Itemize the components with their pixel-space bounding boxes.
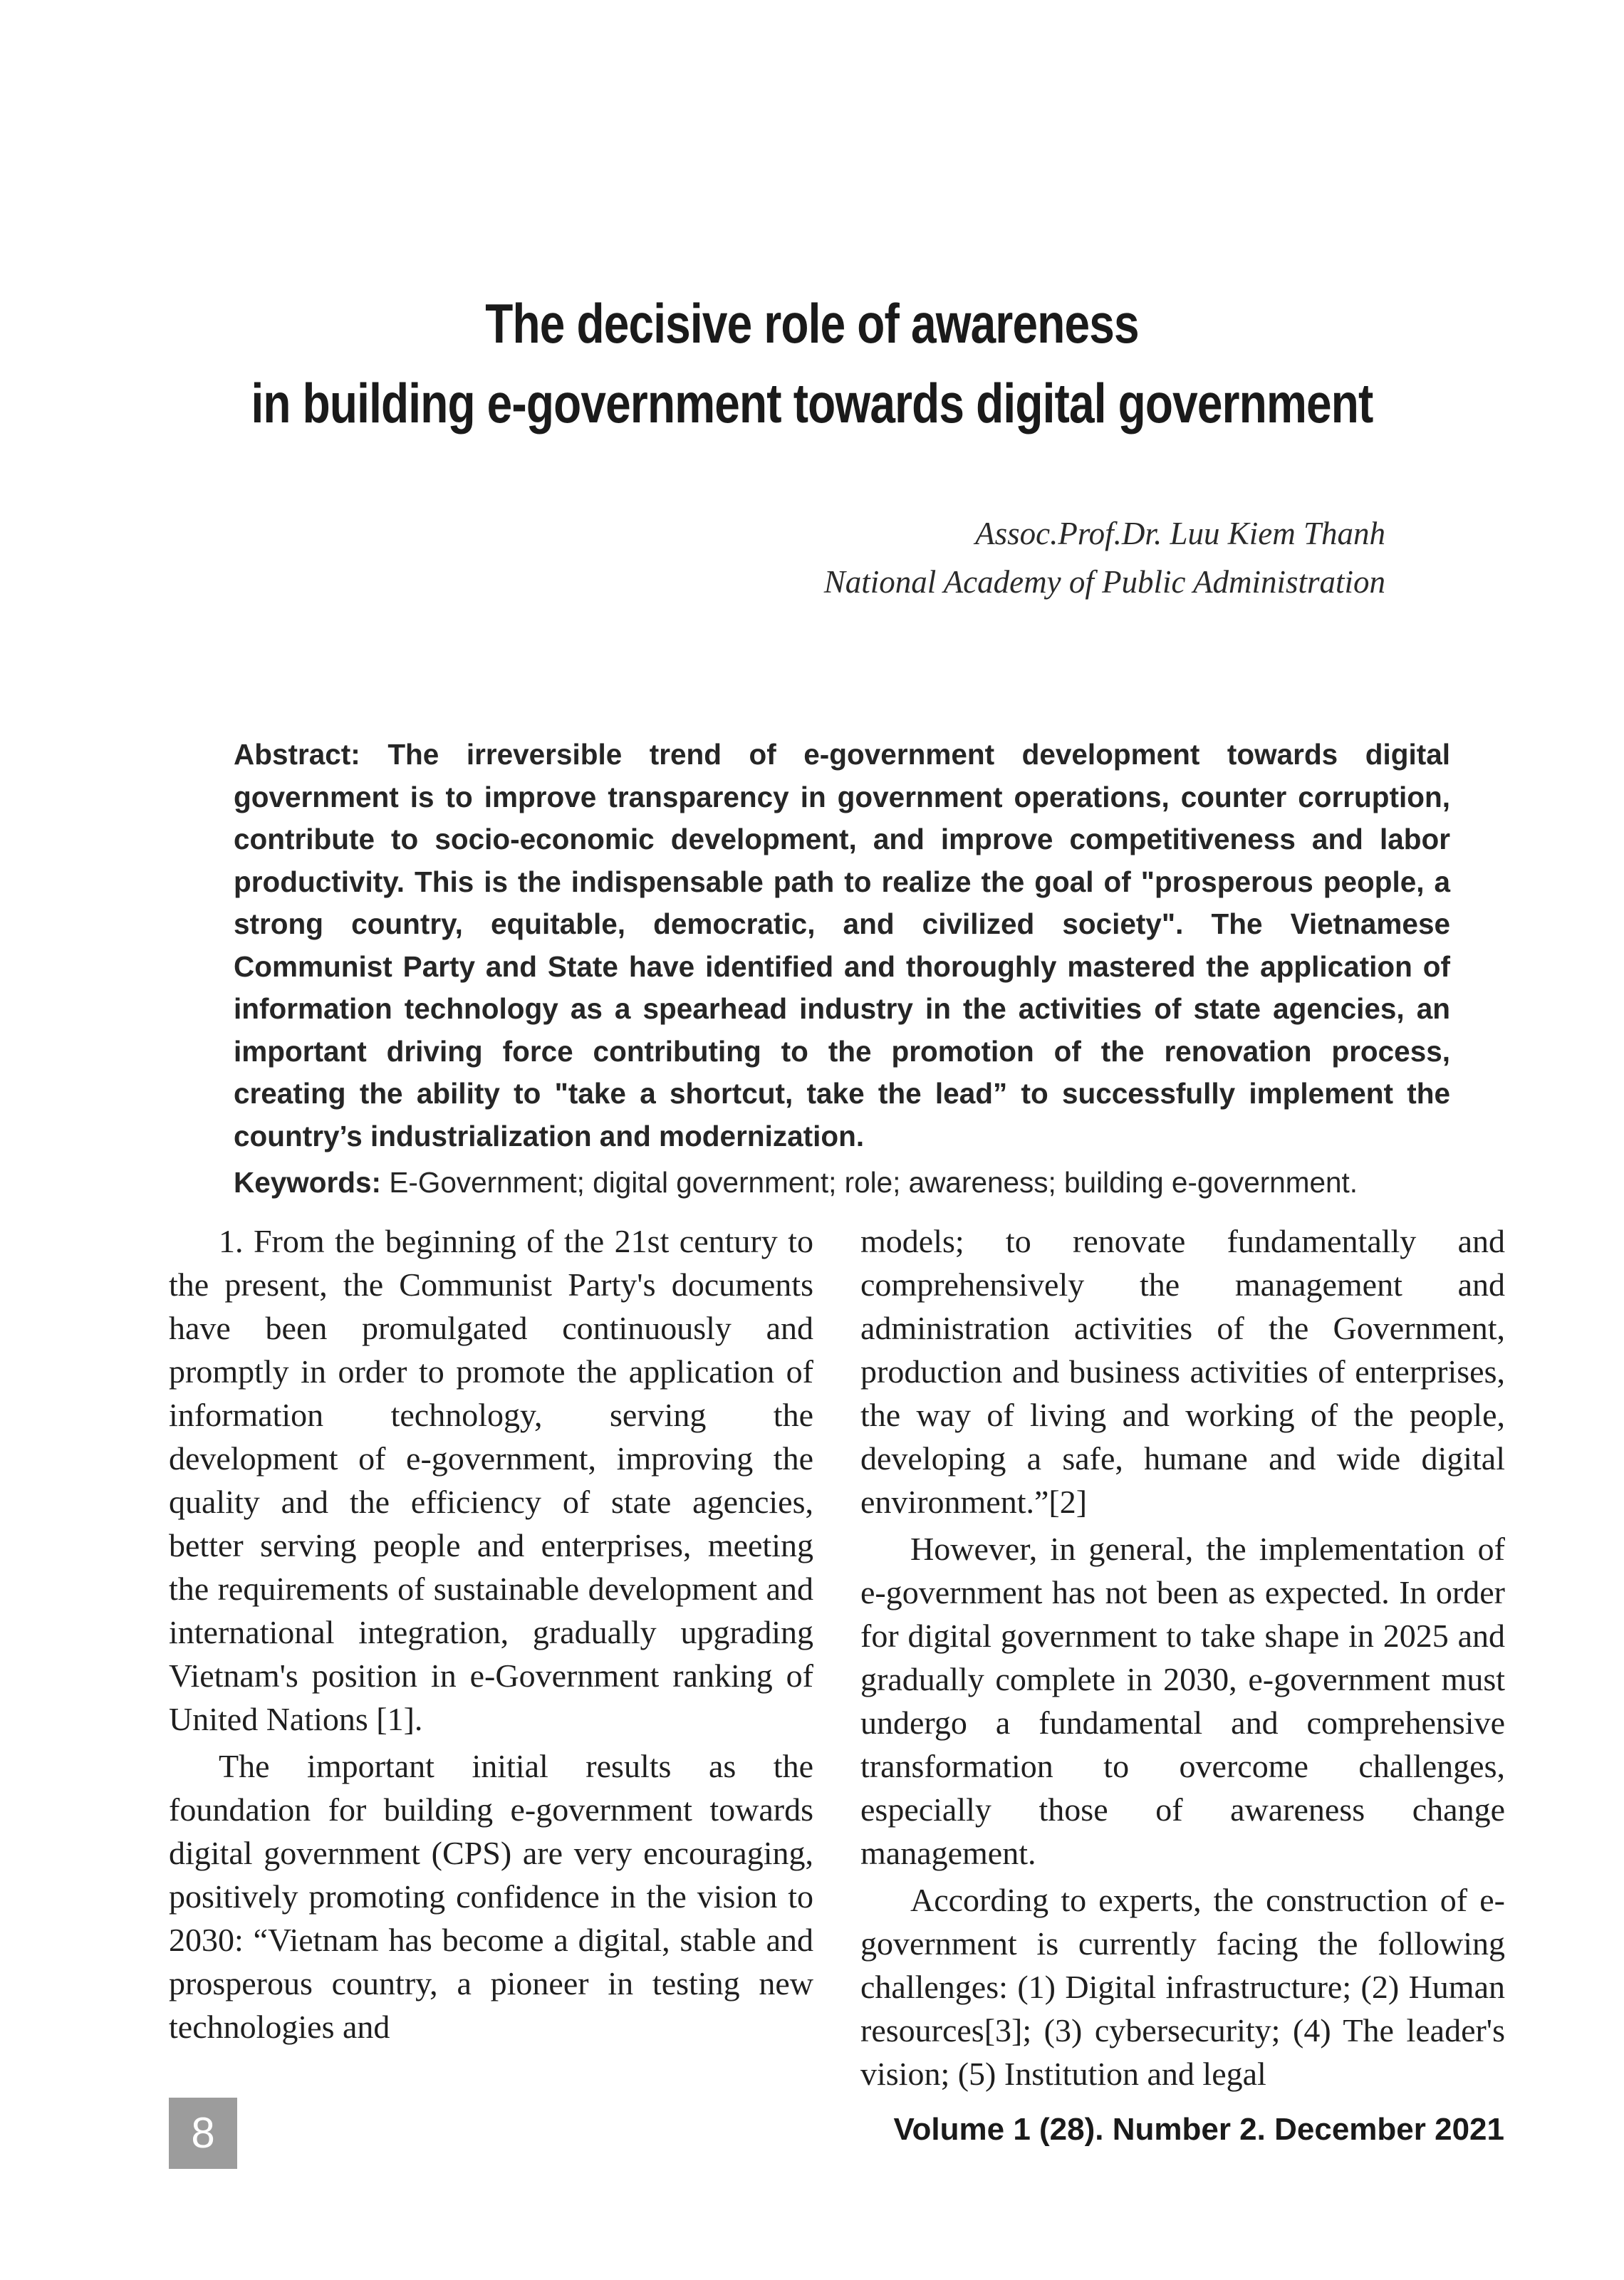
body-column-right xyxy=(860,1219,1505,2099)
body-paragraph: According to experts, the construction of e-government is currently facing the following challenges: (1) Digital infrastructure; (2) Human resources[3]; (3) cybersecurity; (4) The leader's vision; (5) Institution and legal xyxy=(860,1882,1505,2092)
section-number: 1. xyxy=(219,1223,244,1259)
author-byline xyxy=(824,509,1385,606)
author-name: Assoc.Prof.Dr. Luu Kiem Thanh xyxy=(975,516,1385,551)
keywords-label: Keywords: xyxy=(234,1166,382,1199)
abstract-label: Abstract: xyxy=(234,738,360,771)
page-number: 8 xyxy=(169,2098,237,2169)
article-title-line-1: The decisive role of awareness xyxy=(485,292,1139,355)
body-paragraph: However, in general, the implementation of e-government has not been as expected. In order for digital government to take shape in 2025 and gradually complete in 2030, e-government must undergo a fundamental and comprehensive transformation to overcome challenges, especially those of awareness change management. xyxy=(860,1531,1505,1871)
body-paragraph: models; to renovate fundamentally and comprehensively the management and administration activities of the Government, production and business activities of enterprises, the way of living and working of the people, developing a safe, humane and wide digital environment.”[2] xyxy=(860,1223,1505,1520)
abstract-text: The irreversible trend of e-government development towards digital government is to improve transparency in government operations, counter corruption, contribute to socio-economic development, and improve competitiveness and labor productivity. This is the indispensable path to realize the goal of "prosperous people, a strong country, equitable, democratic, and civilized society". The Vietnamese Communist Party and State have identified and thoroughly mastered the application of information technology as a spearhead industry in the activities of state agencies, an important driving force contributing to the promotion of the renovation process, creating the ability to "take a shortcut, take the lead” to successfully implement the country’s industrialization and modernization. xyxy=(234,738,1450,1152)
author-affiliation: National Academy of Public Administration xyxy=(823,564,1385,600)
article-title xyxy=(146,283,1478,443)
body-paragraph xyxy=(169,1219,813,1741)
body-column-left xyxy=(169,1219,813,2052)
journal-info: Volume 1 (28). Number 2. December 2021 xyxy=(893,2112,1504,2147)
keywords-line xyxy=(234,1162,1450,1204)
body-text: From the beginning of the 21st century to the present, the Communist Party's documents have been promulgated continuously and promptly in order to promote the application of information technology, serving the development of e-government, improving the quality and the efficiency of state agencies, better serving people and enterprises, meeting the requirements of sustainable development and international integration, gradually upgrading Vietnam's position in e-Government ranking of United Nations [1]. xyxy=(169,1223,813,1737)
abstract-paragraph xyxy=(234,734,1450,1157)
abstract-block xyxy=(234,734,1450,1204)
body-paragraph: The important initial results as the foundation for building e-government towards digital government (CPS) are very encouraging, positively promoting confidence in the vision to 2030: “Vietnam has become a digital, stable and prosperous country, a pioneer in testing new technologies and xyxy=(169,1748,813,2045)
article-title-line-2: in building e-government towards digital government xyxy=(251,372,1373,434)
keywords-text: E-Government; digital government; role; awareness; building e-government. xyxy=(389,1166,1358,1199)
